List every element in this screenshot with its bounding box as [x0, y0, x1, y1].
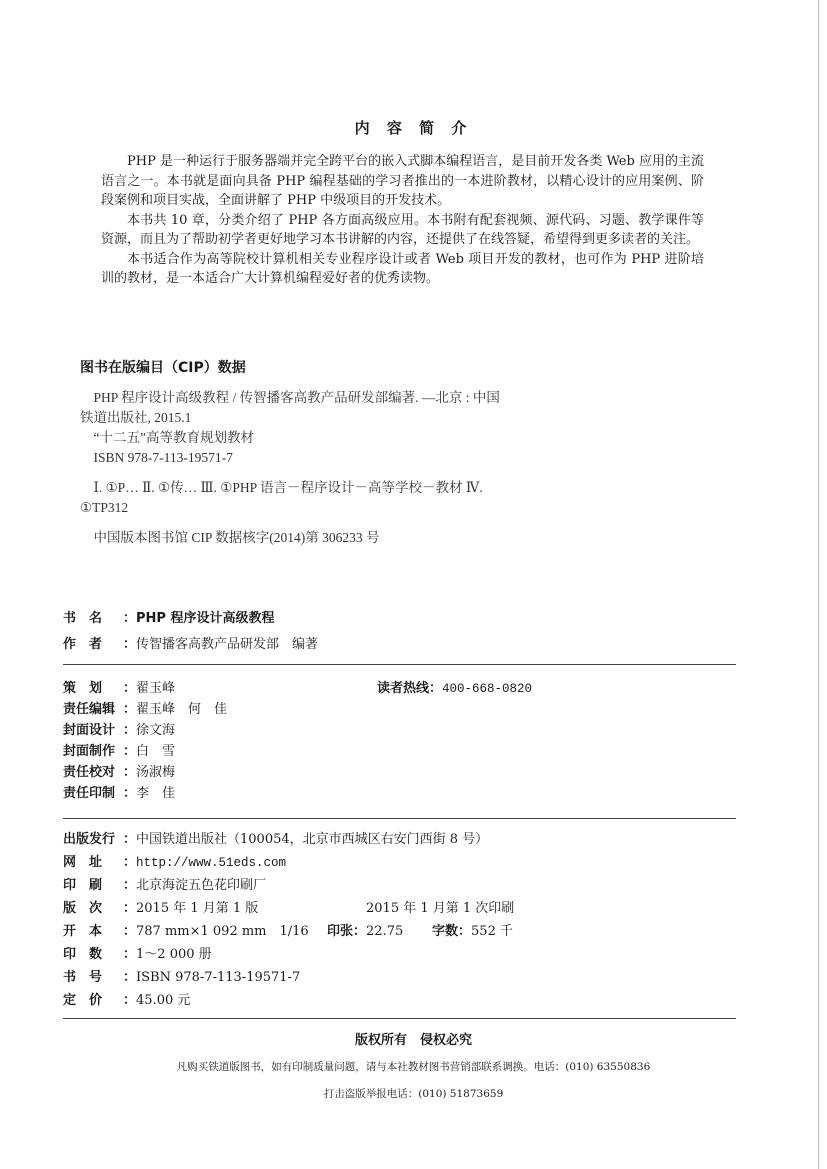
printer-value: 北京海淀五色花印刷厂 — [136, 878, 267, 893]
cip-line-title: PHP 程序设计高级教程 / 传智播客高教产品研发部编著. —北京 : 中国铁道出版社, 2015.1 — [80, 390, 500, 425]
proof-row: 责任校对 ：汤淑梅 — [63, 763, 175, 783]
author-row: 作 者 ：传智播客高教产品研发部 编著 — [63, 635, 318, 655]
proof-value: 汤淑梅 — [136, 765, 176, 780]
divider-line — [63, 664, 736, 665]
reader-hotline-value: 400-668-0820 — [442, 682, 533, 696]
sheets-info: 印张：22.75 — [327, 924, 404, 939]
scan-edge-line — [818, 0, 819, 1169]
url-value: http://www.51eds.com — [136, 856, 287, 870]
copyright-notice: 版权所有 侵权必究 — [354, 1033, 472, 1048]
divider-line — [63, 818, 736, 819]
cover-design-value: 徐文海 — [136, 723, 176, 738]
copies-row: 印 数 ：1～2 000 册 — [63, 945, 212, 965]
publisher-row: 出版发行 ：中国铁道出版社（100054，北京市西城区右安门西街 8 号） — [63, 830, 488, 850]
cover-make-row: 封面制作 ：白 雪 — [63, 742, 175, 762]
sheets-value: 22.75 — [366, 924, 404, 939]
divider-line — [63, 1018, 736, 1019]
printer-label: 印 刷 — [63, 878, 103, 893]
url-label: 网 址 — [63, 855, 103, 870]
cip-line-isbn: ISBN 978-7-113-19571-7 — [93, 450, 233, 465]
author-label: 作 者 — [63, 637, 103, 652]
summary-paragraph: PHP 是一种运行于服务器端并完全跨平台的嵌入式脚本编程语言，是目前开发各类 Web 应用的主流语言之一。本书就是面向具备 PHP 编程基础的学习者推出的一本进阶教材，以精心设计的应用案例、阶段案例和项目实战，全面讲解了 PHP 中级项目的开发技术。 — [101, 154, 704, 208]
proof-label: 责任校对 — [63, 765, 116, 780]
isbn-label: 书 号 — [63, 970, 103, 985]
print-manager-label: 责任印制 — [63, 786, 116, 801]
cip-block — [80, 388, 500, 548]
format-row: 开 本 ：787 mm×1 092 mm 1/16 — [63, 922, 309, 942]
cover-design-row: 封面设计 ：徐文海 — [63, 721, 175, 741]
cip-line-record: 中国版本图书馆 CIP 数据核字(2014)第 306233 号 — [93, 530, 380, 545]
print-manager-row: 责任印制 ：李 佳 — [63, 784, 175, 804]
isbn-row: 书 号 ：ISBN 978-7-113-19571-7 — [63, 968, 300, 988]
planner-row: 策 划 ：翟玉峰 — [63, 679, 175, 699]
book-name-value: PHP 程序设计高级教程 — [136, 611, 275, 626]
sheets-label: 印张 — [327, 924, 354, 939]
planner-value: 翟玉峰 — [136, 681, 176, 696]
summary-body — [101, 152, 704, 289]
anti-piracy-hotline: 打击盗版举报电话：(010) 51873659 — [323, 1088, 504, 1100]
words-label: 字数 — [432, 924, 459, 939]
edition-value: 2015 年 1 月第 1 版 — [136, 901, 259, 916]
edition-row: 版 次 ：2015 年 1 月第 1 版 — [63, 899, 258, 919]
reader-hotline-label: 读者热线 — [377, 681, 430, 696]
cover-design-label: 封面设计 — [63, 723, 116, 738]
summary-paragraph: 本书共 10 章，分类介绍了 PHP 各方面高级应用。本书附有配套视频、源代码、习题、教学课件等资源，而且为了帮助初学者更好地学习本书讲解的内容，还提供了在线答疑，希望得到更多读者的关注。 — [101, 212, 704, 247]
reader-hotline: 读者热线：400-668-0820 — [377, 681, 533, 696]
editor-row: 责任编辑 ：翟玉峰 何 佳 — [63, 700, 227, 720]
copies-label: 印 数 — [63, 947, 103, 962]
book-name-row: 书 名 ：PHP 程序设计高级教程 — [63, 609, 274, 629]
words-info: 字数：552 千 — [432, 924, 513, 939]
cip-line-series: “十二五”高等教育规划教材 — [93, 430, 254, 445]
printing-value: 2015 年 1 月第 1 次印刷 — [366, 901, 515, 916]
url-row: 网 址 ：http://www.51eds.com — [63, 853, 286, 873]
publisher-label: 出版发行 — [63, 832, 116, 847]
editor-label: 责任编辑 — [63, 702, 116, 717]
format-label: 开 本 — [63, 924, 103, 939]
print-manager-value: 李 佳 — [136, 786, 176, 801]
planner-label: 策 划 — [63, 681, 103, 696]
cip-line-classification: Ⅰ. ①P… Ⅱ. ①传… Ⅲ. ①PHP 语言－程序设计－高等学校－教材 Ⅳ. ①TP312 — [80, 480, 483, 515]
printer-row: 印 刷 ：北京海淀五色花印刷厂 — [63, 876, 266, 896]
author-value: 传智播客高教产品研发部 编著 — [136, 637, 319, 652]
edition-label: 版 次 — [63, 901, 103, 916]
price-label: 定 价 — [63, 993, 103, 1008]
publisher-value: 中国铁道出版社（100054，北京市西城区右安门西街 8 号） — [136, 832, 489, 847]
words-value: 552 千 — [471, 924, 513, 939]
copies-value: 1～2 000 册 — [136, 947, 212, 962]
cover-make-value: 白 雪 — [136, 744, 176, 759]
price-row: 定 价 ：45.00 元 — [63, 991, 190, 1011]
cip-title: 图书在版编目（CIP）数据 — [80, 360, 246, 376]
summary-paragraph: 本书适合作为高等院校计算机相关专业程序设计或者 Web 项目开发的教材，也可作为 PHP 进阶培训的教材，是一本适合广大计算机编程爱好者的优秀读物。 — [101, 251, 704, 286]
isbn-value: ISBN 978-7-113-19571-7 — [136, 970, 301, 985]
format-value: 787 mm×1 092 mm 1/16 — [136, 924, 309, 939]
cover-make-label: 封面制作 — [63, 744, 116, 759]
summary-title: 内 容 简 介 — [354, 119, 473, 137]
price-value: 45.00 元 — [136, 993, 191, 1008]
editor-value: 翟玉峰 何 佳 — [136, 702, 228, 717]
quality-notice: 凡购买铁道版图书，如有印制质量问题，请与本社教材图书营销部联系调换。电话：(010) 63550836 — [176, 1061, 651, 1073]
book-name-label: 书 名 — [63, 611, 103, 626]
